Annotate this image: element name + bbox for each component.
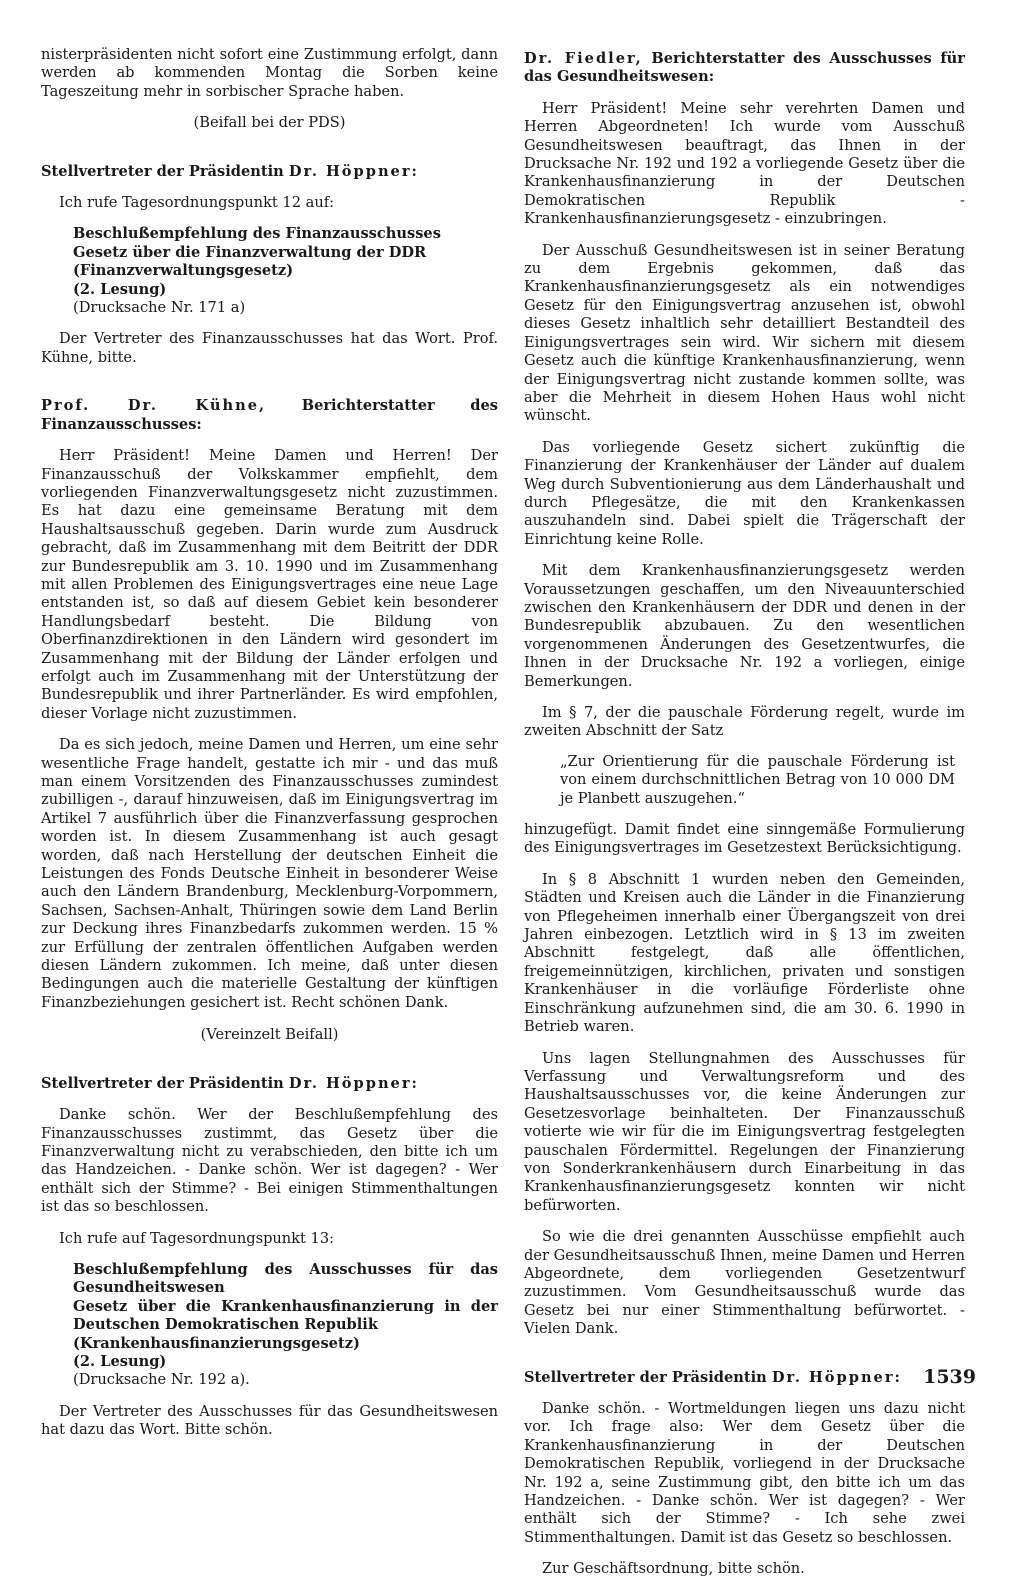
paragraph: Uns lagen Stellungnahmen des Ausschusses für Verfassung und Verwaltungsreform und des Haushaltsausschusses vor, die keine Änderungen zur Gesetzesvorlage beinhalteten. Der Finanzausschuß votierte wie wir für die im Einigungsvertrag festgelegten pauschalen Fördermittel. Regelungen der Finanzierung von Sonderkrankenhäusern durch Einarbeitung in das Krankenhausfinanzierungsgesetz konnten wir nicht befürworten. [524, 1049, 965, 1214]
speaker-name: Dr. Höppner: [288, 162, 419, 180]
applause-note: (Beifall bei der PDS) [193, 114, 346, 132]
speaker-name: Dr. Höppner: [288, 1074, 419, 1092]
left-column [41, 46, 498, 1440]
paragraph: Mit dem Krankenhausfinanzierungsgesetz werden Voraussetzungen geschaffen, um den Niveauunterschied zwischen den Krankenhäusern der DDR und denen in der Bundesrepublik abzubauen. Zu den wesentlichen vorgenommenen Änderungen des Gesetzentwurfes, die Ihnen in der Drucksache Nr. 192 a vorliegen, einige Bemerkungen. [524, 562, 965, 690]
speaker-heading [41, 397, 498, 434]
paragraph: Danke schön. - Wortmeldungen liegen uns dazu nicht vor. Ich frage also: Wer dem Gesetz über die Krankenhausfinanzierung in der Deutschen Demokratischen Republik, vorliegend in der Drucksache Nr. 192 a, seine Zustimmung gibt, den bitte ich um das Handzeichen. - Danke schön. Wer ist dagegen? - Wer enthält sich der Stimme? - Ich sehe zwei Stimmenthaltungen. Damit ist das Gesetz so beschlossen. [524, 1400, 965, 1546]
paragraph: nisterpräsidenten nicht sofort eine Zustimmung erfolgt, dann werden ab kommenden Montag die Sorben keine Tageszeitung mehr in sorbischer Sprache haben. [41, 46, 498, 100]
applause-note: (Vereinzelt Beifall) [200, 1026, 339, 1044]
speaker-role: Berichterstatter des Finanzausschusses: [41, 397, 498, 433]
right-column [524, 46, 965, 1579]
speaker-heading [524, 50, 965, 87]
paragraph: So wie die drei genannten Ausschüsse empfiehlt auch der Gesundheitsausschuß Ihnen, meine Damen und Herren Abgeordnete, dem vorliegenden Gesetzentwurf zuzustimmen. Vom Gesundheitsausschuß wurde das Gesetz bei nur einer Stimmenthaltung befürwortet. - Vielen Dank. [524, 1228, 965, 1338]
paragraph: Da es sich jedoch, meine Damen und Herren, um eine sehr wesentliche Frage handelt, gestatte ich mir - und das muß man einem Vorsitzenden des Finanzausschusses zumindest zubilligen -, darauf hinzuweisen, daß im Einigungsvertrag im Artikel 7 ausführlich über die Finanzverfassung gesprochen worden ist. In diesem Zusammenhang ist auch gesagt worden, daß nach Herstellung der deutschen Einheit die Leistungen des Fonds Deutsche Einheit in besonderer Weise auch den Ländern Brandenburg, Mecklenburg-Vorpommern, Sachsen, Sachsen-Anhalt, Thüringen sowie dem Land Berlin zur Deckung ihres Finanzbedarfs zukommen werden. 15 % zur Erfüllung der zentralen öffentlichen Aufgaben werden diesen Ländern zukommen. Ich meine, daß unter diesen Bedingungen auch die materielle Gestaltung der künftigen Finanzbeziehungen gesichert ist. Recht schönen Dank. [41, 736, 498, 1011]
agenda-line: (Krankenhausfinanzierungsgesetz) [73, 1334, 360, 1352]
paragraph: Danke schön. Wer der Beschlußempfehlung des Finanzausschusses zustimmt, das Gesetz über die Finanzverwaltung nicht zu verabschieden, den bitte ich um das Handzeichen. - Danke schön. Wer ist dagegen? - Wer enthält sich der Stimme? - Bei einigen Stimmenthaltungen ist das so beschlossen. [41, 1106, 498, 1216]
agenda-line: (Finanzverwaltungsgesetz) [73, 262, 294, 280]
paragraph: In § 8 Abschnitt 1 wurden neben den Gemeinden, Städten und Kreisen auch die Länder in die Finanzierung von Pflegeheimen innerhalb einer Übergangszeit von drei Jahren einbezogen. Letztlich wird in § 13 im zweiten Abschnitt festgelegt, daß alle öffentlichen, freigemeinnützigen, kirchlichen, privaten und sonstigen Krankenhäuser in die vorläufige Förderliste ohne Einschränkung aufzunehmen sind, die am 30. 6. 1990 in Betrieb waren. [524, 870, 965, 1036]
agenda-item-13 [73, 1261, 498, 1390]
page-number: 1539 [923, 1366, 976, 1388]
speaker-role: Stellvertreter der Präsidentin [41, 1074, 284, 1092]
speaker-role: Berichterstatter des Ausschusses für das Gesundheitswesen: [524, 50, 965, 86]
quoted-sentence: „Zur Orientierung für die pauschale Förderung ist von einem durchschnittlichen Betrag von 10 000 DM je Planbett auszugehen.“ [560, 752, 955, 807]
paragraph: Der Vertreter des Ausschusses für das Gesundheitswesen hat dazu das Wort. Bitte schön. [41, 1402, 498, 1439]
paragraph: Der Ausschuß Gesundheitswesen ist in seiner Beratung zu dem Ergebnis gekommen, daß das Krankenhausfinanzierungsgesetz als ein notwendiges Gesetz für den Einigungsvertrag anzusehen ist, obwohl dieses Gesetz inhaltlich sehr detailliert Bestandteil des Einigungsvertrages sein wird. Wir sichern mit diesem Gesetz auch die künftige Krankenhausfinanzierung, wenn der Einigungsvertrag nicht zustande kommen sollte, was aber die Mehrheit in diesem Hohen Haus wohl nicht wünscht. [524, 241, 965, 425]
agenda-line: Gesetz über die Krankenhausfinanzierung in der Deutschen Demokratischen Republik [73, 1297, 498, 1334]
agenda-line: (Drucksache Nr. 192 a). [73, 1371, 250, 1389]
speaker-name: Prof. Dr. Kühne, [41, 397, 267, 415]
speaker-name: Dr. Höppner: [771, 1368, 902, 1386]
agenda-line: (2. Lesung) [73, 280, 167, 298]
agenda-line: (2. Lesung) [73, 1352, 167, 1370]
speaker-heading [41, 163, 498, 181]
agenda-line: (Drucksache Nr. 171 a) [73, 299, 246, 317]
paragraph: hinzugefügt. Damit findet eine sinngemäße Formulierung des Einigungsvertrages im Gesetzestext Berücksichtigung. [524, 821, 965, 857]
paragraph: Herr Präsident! Meine Damen und Herren! Der Finanzausschuß der Volkskammer empfiehlt, dem vorliegenden Finanzverwaltungsgesetz nicht zuzustimmen. Es hat dazu eine gemeinsame Beratung mit dem Haushaltsausschuß gegeben. Darin wurde zum Ausdruck gebracht, daß im Zusammenhang mit dem Beitritt der DDR zur Bundesrepublik am 3. 10. 1990 und im Zusammenhang mit allen Problemen des Einigungsvertrages eine neue Lage entstanden ist, so daß auf diesem Gebiet kein besonderer Handlungsbedarf besteht. Die Bildung von Oberfinanzdirektionen in den Ländern wird gesondert im Zusammenhang mit der Bildung der Länder erfolgen und erfolgt auch im Zusammenhang mit der Unterstützung der Bundesrepublik und ihrer Partnerländer. Es wird empfohlen, dieser Vorlage nicht zuzustimmen. [41, 447, 498, 722]
speaker-heading [41, 1075, 498, 1093]
speaker-role: Stellvertreter der Präsidentin [524, 1368, 767, 1386]
paragraph: Der Vertreter des Finanzausschusses hat das Wort. Prof. Kühne, bitte. [41, 330, 498, 366]
agenda-line: Beschlußempfehlung des Ausschusses für das Gesundheitswesen [73, 1260, 498, 1297]
paragraph: Das vorliegende Gesetz sichert zukünftig die Finanzierung der Krankenhäuser der Länder auf dualem Weg durch Subventionierung aus dem Länderhaushalt und durch Pflegesätze, die mit den Krankenkassen auszuhandeln sind. Dabei spielt die Trägerschaft der Einrichtung keine Rolle. [524, 438, 965, 548]
agenda-item-12 [73, 225, 498, 317]
speaker-heading [524, 1369, 965, 1387]
speaker-name: Dr. Fiedler, [524, 50, 643, 67]
agenda-line: Beschlußempfehlung des Finanzausschusses [73, 225, 441, 243]
paragraph: Herr Präsident! Meine sehr verehrten Damen und Herren Abgeordneten! Ich wurde vom Ausschuß Gesundheitswesen beauftragt, das Ihnen in der Drucksache Nr. 192 und 192 a vorliegende Gesetz über die Krankenhausfinanzierung in der Deutschen Demokratischen Republik - Krankenhausfinanzierungsgesetz - einzubringen. [524, 99, 965, 228]
paragraph: Ich rufe Tagesordnungspunkt 12 auf: [59, 194, 335, 212]
speaker-role: Stellvertreter der Präsidentin [41, 162, 284, 180]
agenda-line: Gesetz über die Finanzverwaltung der DDR [73, 243, 427, 261]
paragraph: Im § 7, der die pauschale Förderung regelt, wurde im zweiten Abschnitt der Satz [524, 704, 965, 740]
paragraph: Ich rufe auf Tagesordnungspunkt 13: [59, 1229, 335, 1247]
paragraph: Zur Geschäftsordnung, bitte schön. [542, 1560, 805, 1578]
